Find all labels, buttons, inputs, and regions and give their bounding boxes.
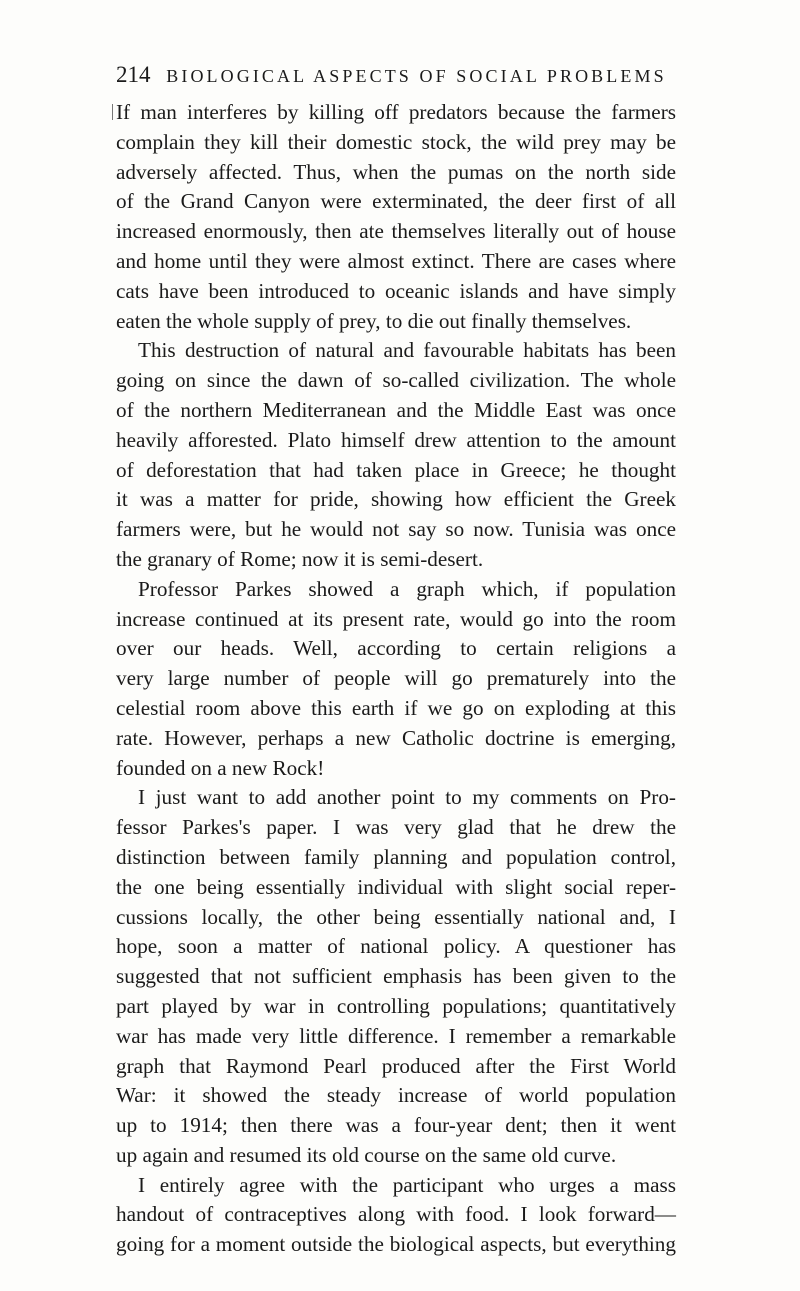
text-line: eaten the whole supply of prey, to die out finally themselves.	[116, 308, 632, 333]
text-line: celestial room above this earth if we go on exploding at this	[116, 695, 676, 720]
text-line: If man interferes by killing off predators because the farmers	[116, 100, 676, 124]
text-line: graph that Raymond Pearl produced after the First World	[116, 1053, 676, 1078]
text-line: rate. However, perhaps a new Catholic doctrine is emerging,	[116, 725, 676, 750]
text-line: it was a matter for pride, showing how efficient the Greek	[116, 487, 676, 512]
text-line: part played by war in controlling populations; quantitatively	[116, 993, 676, 1018]
text-line: fessor Parkes's paper. I was very glad that he drew the	[116, 815, 676, 840]
text-line: very large number of people will go prematurely into the	[116, 666, 676, 691]
text-line: cussions locally, the other being essentially national and, I	[116, 904, 676, 929]
text-line: farmers were, but he would not say so now. Tunisia was once	[116, 517, 676, 542]
body-text	[116, 98, 676, 1260]
page-number: 214	[116, 62, 151, 87]
text-line: war has made very little difference. I remember a remarkable	[116, 1023, 676, 1048]
text-line: complain they kill their domestic stock, the wild prey may be	[116, 129, 676, 154]
text-line: Professor Parkes showed a graph which, if population	[138, 576, 676, 601]
text-line: the granary of Rome; now it is semi-desert.	[116, 546, 484, 571]
text-line: increase continued at its present rate, would go into the room	[116, 606, 676, 631]
text-line: suggested that not sufficient emphasis has been given to the	[116, 964, 676, 989]
margin-mark	[112, 104, 113, 120]
text-line: up to 1914; then there was a four-year dent; then it went	[116, 1113, 676, 1138]
text-line: increased enormously, then ate themselves literally out of house	[116, 219, 676, 244]
text-line: up again and resumed its old course on the same old curve.	[116, 1142, 617, 1167]
text-line: adversely affected. Thus, when the pumas on the north side	[116, 159, 676, 184]
text-line: over our heads. Well, according to certain religions a	[116, 636, 676, 661]
text-line: of the Grand Canyon were exterminated, the deer first of all	[116, 189, 676, 214]
text-line: the one being essentially individual with slight social reper-	[116, 874, 676, 899]
text-line: going on since the dawn of so-called civilization. The whole	[116, 368, 676, 393]
text-line: heavily afforested. Plato himself drew attention to the amount	[116, 427, 676, 452]
text-line: I entirely agree with the participant who urges a mass	[138, 1172, 676, 1197]
text-line: of deforestation that had taken place in Greece; he thought	[116, 457, 676, 482]
text-line: and home until they were almost extinct. There are cases where	[116, 248, 676, 273]
text-line: going for a moment outside the biological aspects, but everything	[116, 1232, 676, 1257]
text-line: distinction between family planning and population control,	[116, 844, 676, 869]
text-line: War: it showed the steady increase of world population	[116, 1083, 676, 1108]
running-title: BIOLOGICAL ASPECTS OF SOCIAL PROBLEMS	[166, 66, 667, 86]
text-line: hope, soon a matter of national policy. A questioner has	[116, 934, 676, 959]
text-line: I just want to add another point to my comments on Pro-	[138, 785, 676, 810]
text-line: This destruction of natural and favourable habitats has been	[138, 338, 676, 363]
running-header	[116, 58, 716, 92]
text-line: cats have been introduced to oceanic islands and have simply	[116, 278, 676, 303]
text-line: of the northern Mediterranean and the Middle East was once	[116, 397, 676, 422]
text-line: handout of contraceptives along with food. I look forward—	[116, 1202, 676, 1227]
text-line: founded on a new Rock!	[116, 755, 325, 780]
